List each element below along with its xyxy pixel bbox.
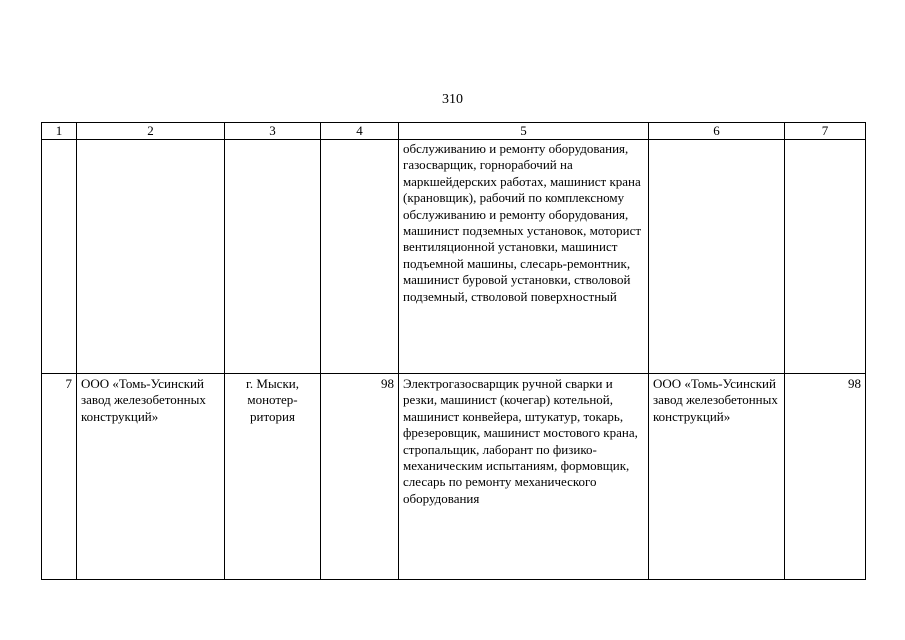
location-cell: [225, 140, 321, 374]
professions-cell: Электрогазосварщик ручной сварки и резки, машинист (кочегар) котельной, машинист конвейера, штукатур, токарь, фрезеровщик, машинист мостового крана, стропальщик, лаборант по физико-механическим испытаниям, формовщик, слесарь по ремонту механического оборудования: [399, 374, 649, 580]
column-header: 3: [225, 123, 321, 140]
count-cell: 98: [785, 374, 866, 580]
row-number-cell: [42, 140, 77, 374]
employer-cell: [649, 140, 785, 374]
quantity-cell: 98: [321, 374, 399, 580]
table-header-row: [42, 123, 866, 140]
table-row: [42, 374, 866, 580]
column-header: 6: [649, 123, 785, 140]
column-header: 7: [785, 123, 866, 140]
column-header: 1: [42, 123, 77, 140]
count-cell: [785, 140, 866, 374]
column-header: 5: [399, 123, 649, 140]
professions-cell: обслуживанию и ремонту оборудования, газосварщик, горнорабочий на маркшейдерских работах, машинист крана (крановщик), рабочий по комплексному обслуживанию и ремонту оборудования, машинист подземных установок, моторист вентиляционной установки, машинист подъемной машины, слесарь-ремонтник, машинист буровой установки, стволовой подземный, стволовой поверхностный: [399, 140, 649, 374]
table-row: [42, 140, 866, 374]
location-cell: г. Мыски, монотер-ритория: [225, 374, 321, 580]
employer-cell: ООО «Томь-Усинский завод железобетонных конструкций»: [649, 374, 785, 580]
column-header: 4: [321, 123, 399, 140]
row-number-cell: 7: [42, 374, 77, 580]
data-table: [41, 122, 866, 580]
organization-cell: [77, 140, 225, 374]
organization-cell: ООО «Томь-Усинский завод железобетонных конструкций»: [77, 374, 225, 580]
page-number: 310: [442, 92, 463, 107]
column-header: 2: [77, 123, 225, 140]
quantity-cell: [321, 140, 399, 374]
